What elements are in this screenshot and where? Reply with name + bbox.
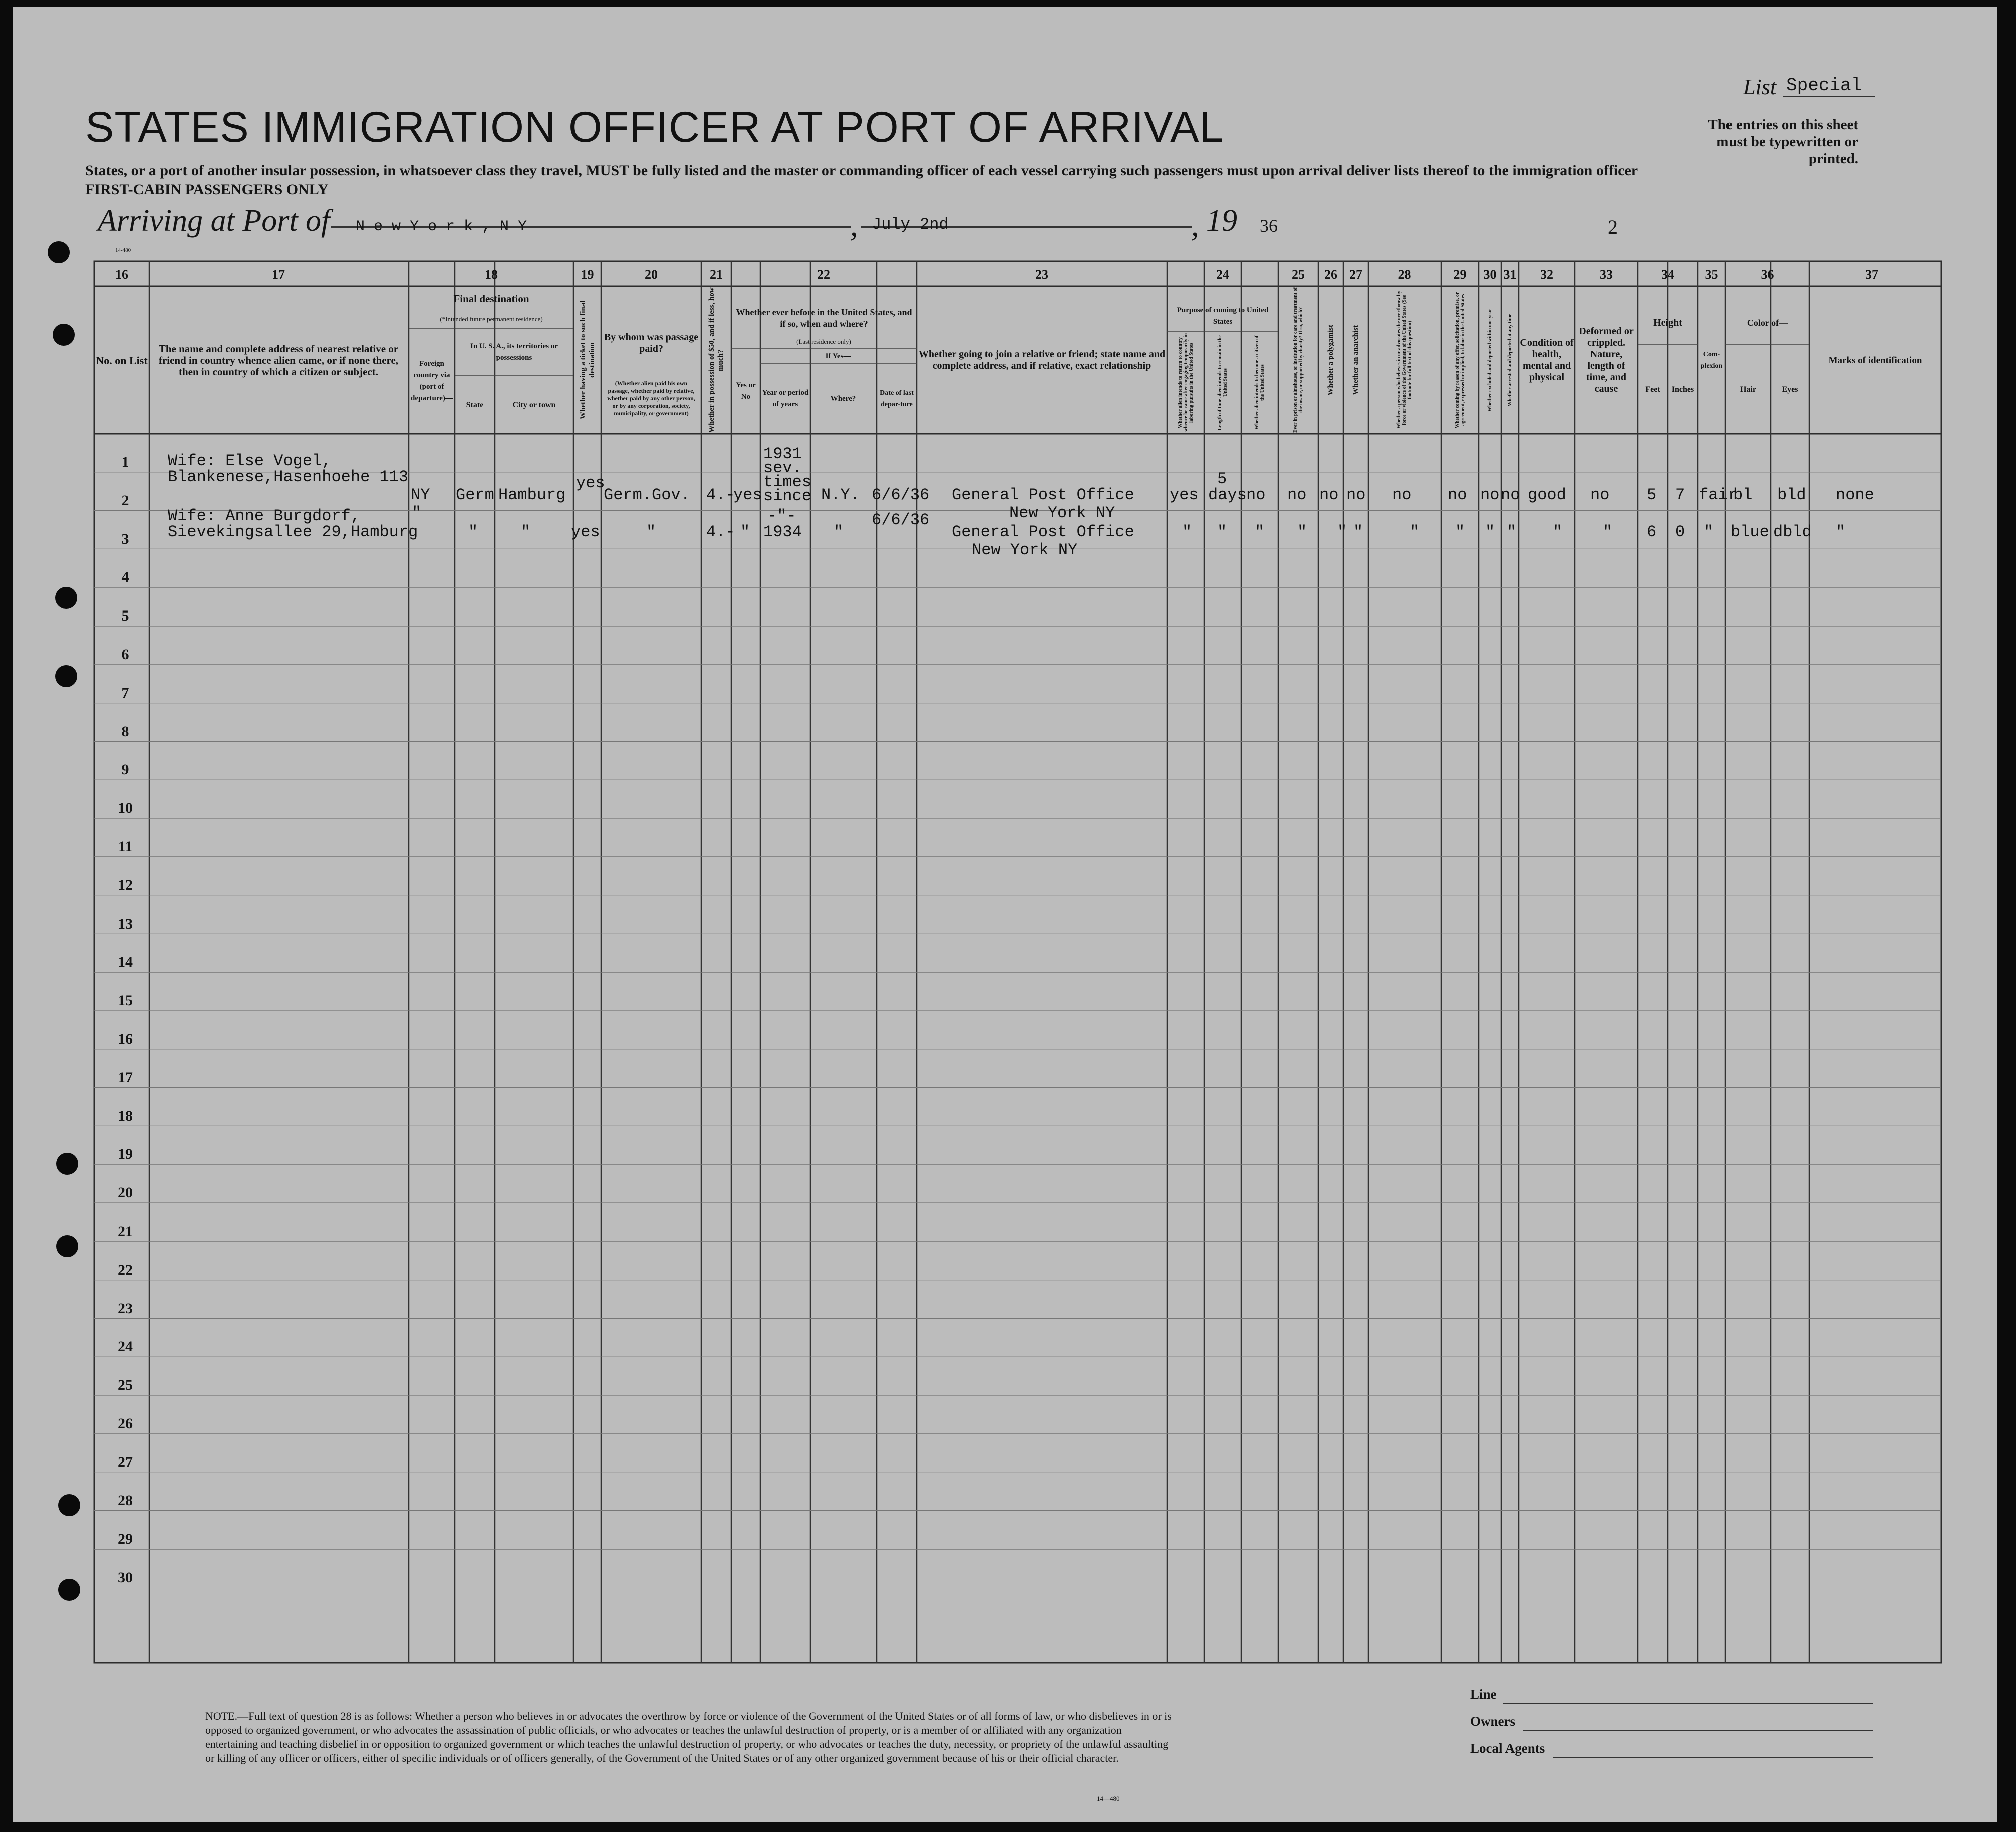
foreign-country: "	[412, 504, 422, 522]
column-number: 17	[272, 267, 285, 282]
marks: none	[1836, 486, 1874, 504]
row-number: 12	[118, 876, 133, 893]
anarchist: "	[1353, 523, 1363, 541]
owners-signature-line	[1523, 1730, 1873, 1731]
row-number: 16	[118, 1031, 133, 1047]
row-number: 1	[121, 454, 129, 470]
purpose-citizen: no	[1246, 486, 1266, 504]
relative-name: Wife: Anne Burgdorf,	[168, 507, 361, 525]
column-number: 36	[1761, 267, 1774, 282]
header-purpose-return: Whether alien intends to return to country whence he came after engaging temporarily in laboring pursuits in the United States	[1177, 333, 1194, 432]
before-yes-no: "	[740, 523, 750, 541]
deformed: no	[1590, 486, 1610, 504]
offer: "	[1455, 523, 1465, 541]
form-code: 14-480	[115, 247, 131, 253]
header-purpose-citizen: Whether alien intends to become a citizen of the United States	[1254, 335, 1265, 430]
eye-color: bld	[1777, 486, 1806, 504]
row-number: 13	[118, 915, 133, 932]
year-period: since	[763, 487, 812, 505]
intro-line-1: States, or a port of another insular possession, in whatsoever class they travel, MUST be fully listed and the master or commanding officer of each vessel carrying such passengers must upon arrival deliver lists thereof to the immigration officer	[85, 162, 1638, 179]
passage-paid-by: "	[646, 523, 656, 541]
ticket: yes	[571, 523, 600, 541]
question-28-note: NOTE.—Full text of question 28 is as follows: Whether a person who believes in or advocates the overthrow by force or violence of the Government of the United States or of all forms of law, or who disbelieves in or is opposed to organized government, or who advocates the assassination of public officials, or who advocates or teaches the unlawful destruction of property, or is a member of or affiliated with any organization entertaining and teaching disbelief in or opposition to organized government or which teaches the unlawful destruction of property, or who advocates or teaches the duty, necessity, or propriety of the unlawful assaulting or killing of any officer or officers, either of specific individuals or of officers generally, of the Government of the United States or of any other organized government because of his or their official character.	[205, 1710, 1172, 1764]
purpose-return: yes	[1170, 486, 1199, 504]
header-height: Height	[1653, 317, 1682, 328]
port-value: N e w Y o r k , N Y	[356, 218, 527, 235]
row-number: 2	[121, 492, 129, 509]
header-prison: Ever in prison or almshouse, or institution for care and treatment of the insane, or supported by charity? If so, which?	[1293, 287, 1304, 433]
join-relative: General Post Office	[952, 486, 1134, 504]
arrested: no	[1501, 486, 1520, 504]
anarchist: no	[1346, 486, 1366, 504]
page-number: 2	[1608, 216, 1618, 238]
column-number: 37	[1865, 267, 1878, 282]
height-feet: 5	[1647, 486, 1657, 504]
relative-address: Blankenese,Hasenhoehe 113	[168, 468, 409, 486]
header-yes-no: Yes or No	[736, 381, 756, 401]
foreign-country: NY	[411, 486, 430, 504]
line-signature-line	[1503, 1703, 1873, 1704]
row-number: 27	[118, 1453, 133, 1470]
row-number: 21	[118, 1223, 133, 1240]
row-number: 9	[121, 761, 129, 778]
comma: ,	[850, 209, 858, 243]
header-nearest-relative: The name and complete address of nearest relative or friend in country whence alien came, or if none there, then in country of which a citizen or subject.	[158, 342, 399, 378]
complexion: fair	[1699, 486, 1738, 504]
local-agents-label: Local Agents	[1470, 1741, 1545, 1756]
overthrow: no	[1392, 486, 1412, 504]
column-number: 31	[1503, 267, 1517, 282]
intro-line-2: FIRST-CABIN PASSENGERS ONLY	[85, 181, 329, 198]
header-purpose-length: Length of time alien intends to remain in the United States	[1217, 335, 1228, 430]
row-number: 24	[118, 1338, 133, 1355]
year-period: times	[763, 473, 812, 491]
money: 4.-	[706, 523, 735, 541]
column-number: 27	[1349, 267, 1362, 282]
column-number: 16	[115, 267, 128, 282]
row-number: 17	[118, 1069, 133, 1086]
money: 4.-	[706, 486, 735, 504]
marks: "	[1836, 523, 1846, 541]
row-number: 15	[118, 992, 133, 1009]
column-number: 19	[581, 267, 594, 282]
join-relative-address: New York NY	[1009, 504, 1115, 522]
column-number: 23	[1035, 267, 1048, 282]
last-departure: 6/6/36	[872, 486, 930, 504]
column-number: 28	[1398, 267, 1411, 282]
row-number: 6	[121, 646, 129, 663]
row-number: 30	[118, 1569, 133, 1586]
header-deformed: Deformed or crippled. Nature, length of time, and cause	[1579, 326, 1634, 394]
column-number: 32	[1540, 267, 1553, 282]
row-number: 5	[121, 607, 129, 625]
header-anarchist: Whether an anarchist	[1352, 325, 1360, 395]
header-polygamist: Whether a polygamist	[1327, 325, 1335, 396]
row-number: 23	[118, 1300, 133, 1317]
destination-city: "	[521, 523, 531, 541]
destination-state: "	[468, 523, 478, 541]
header-year-period: Year or period of years	[762, 389, 809, 408]
excluded: no	[1480, 486, 1500, 504]
header-date-last-departure: Date of last depar-ture	[880, 389, 914, 408]
owners-label: Owners	[1470, 1714, 1515, 1729]
agents-signature-line	[1553, 1757, 1873, 1758]
row-number: 14	[118, 954, 133, 971]
header-ticket: Whether having a ticket to such final destination	[579, 300, 596, 420]
header-health: Condition of health, mental and physical	[1520, 337, 1574, 383]
row-number: 11	[118, 838, 133, 855]
column-number: 21	[710, 267, 723, 282]
year-period: 1934	[763, 523, 802, 541]
purpose-length: "	[1217, 523, 1227, 541]
column-number: 24	[1216, 267, 1229, 282]
header-if-yes: If Yes—	[825, 352, 851, 360]
header-color: Color of—	[1747, 317, 1788, 328]
row-number: 3	[121, 530, 129, 547]
where: "	[834, 523, 844, 541]
year-period: sev.	[763, 459, 802, 477]
column-number: 30	[1483, 267, 1497, 282]
form-title: STATES IMMIGRATION OFFICER AT PORT OF ARRIVAL	[85, 103, 1224, 151]
header-hair: Hair	[1740, 385, 1756, 394]
header-city: City or town	[512, 400, 556, 409]
row-number: 26	[118, 1415, 133, 1432]
comma: ,	[1191, 209, 1199, 243]
column-number: 26	[1324, 267, 1337, 282]
relative-name: Wife: Else Vogel,	[168, 452, 332, 470]
header-before-in-us-sub: (Last residence only)	[796, 337, 851, 345]
row-number: 20	[118, 1184, 133, 1201]
header-offer: Whether coming by reason of any offer, solicitation, promise, or agreement, expressed or implied, to labor in the United States	[1454, 292, 1466, 428]
column-number: 35	[1705, 267, 1718, 282]
arriving-label: Arriving at Port of	[98, 204, 330, 238]
offer: no	[1448, 486, 1467, 504]
arrival-date: July 2nd	[872, 215, 949, 234]
height-inches: 7	[1675, 486, 1685, 504]
header-passage-paid: By whom was passage paid?	[604, 332, 699, 354]
header-complexion: Com-plexion	[1700, 351, 1723, 370]
arrested: "	[1507, 523, 1517, 541]
before-yes-no: yes	[733, 486, 762, 504]
join-relative: General Post Office	[952, 523, 1134, 541]
ticket: yes	[576, 474, 605, 492]
header-no-on-list: No. on List	[96, 354, 148, 367]
prison: "	[1297, 523, 1307, 541]
polygamist: "	[1337, 523, 1347, 541]
column-number: 20	[645, 267, 658, 282]
row-number: 19	[118, 1146, 133, 1163]
column-number: 25	[1292, 267, 1305, 282]
year-prefix: 19	[1206, 204, 1237, 238]
row-number: 29	[118, 1531, 133, 1548]
excluded: "	[1485, 523, 1495, 541]
header-passage-paid-sub: (Whether alien paid his own passage, whether paid by relative, whether paid by any other person, or by any corporation, society, municipality, or government)	[607, 379, 695, 417]
row-number: 25	[118, 1377, 133, 1394]
header-join-relative: Whether going to join a relative or friend; state name and complete address, and if relative, exact relationship	[918, 349, 1166, 371]
header-before-in-us: Whether ever before in the United States, and if so, when and where?	[736, 307, 912, 329]
list-label: List	[1743, 75, 1777, 99]
row-number: 8	[121, 723, 129, 740]
join-relative-address: New York NY	[972, 541, 1078, 559]
header-marks: Marks of identification	[1828, 355, 1922, 366]
bottom-form-code: 14—480	[1097, 1795, 1120, 1802]
header-eyes: Eyes	[1782, 385, 1798, 394]
purpose-citizen: "	[1255, 523, 1265, 541]
typewritten-note: The entries on this sheet must be typewritten or printed.	[1708, 117, 1858, 167]
header-final-destination-sub: (*Intended future permanent residence)	[440, 315, 543, 323]
column-number: 33	[1600, 267, 1613, 282]
polygamist: no	[1319, 486, 1339, 504]
header-state: State	[466, 400, 484, 409]
header-inches: Inches	[1671, 385, 1694, 394]
column-number: 29	[1453, 267, 1467, 282]
row-number: 18	[118, 1107, 133, 1124]
health: good	[1528, 486, 1566, 504]
where: N.Y.	[821, 486, 860, 504]
relative-address: Sievekingsallee 29,Hamburg	[168, 523, 418, 541]
row-number: 10	[118, 800, 133, 817]
header-excluded: Whether excluded and deported within one year	[1487, 309, 1493, 412]
hair-color: blue	[1731, 523, 1769, 541]
year-period: 1931	[763, 445, 802, 463]
overthrow: "	[1410, 523, 1420, 541]
purpose-length: 5	[1217, 470, 1227, 488]
column-number: 18	[485, 267, 498, 282]
deformed: "	[1603, 523, 1613, 541]
height-inches: 0	[1675, 523, 1685, 541]
list-value: Special	[1783, 75, 1875, 97]
column-number: 22	[817, 267, 830, 282]
header-in-usa: In U. S. A., its territories or possessions	[470, 342, 558, 362]
eye-color: dbld	[1773, 523, 1812, 541]
line-label: Line	[1470, 1687, 1497, 1702]
destination-state: Germ	[456, 486, 494, 504]
column-number: 34	[1661, 267, 1674, 282]
passage-paid-by: Germ.Gov.	[604, 486, 690, 504]
year-suffix: 36	[1260, 216, 1278, 236]
row-number: 22	[118, 1261, 133, 1278]
header-foreign-country: Foreign country via (port of departure)—	[411, 359, 453, 402]
header-purpose: Purpose of coming to United States	[1177, 306, 1269, 326]
height-feet: 6	[1647, 523, 1657, 541]
destination-city: Hamburg	[498, 486, 566, 504]
row-number: 7	[121, 684, 129, 701]
header-arrested: Whether arrested and deported at any time	[1507, 314, 1513, 407]
last-departure: 6/6/36	[872, 511, 930, 529]
purpose-length: days	[1208, 486, 1247, 504]
prison: no	[1287, 486, 1307, 504]
header-where: Where?	[830, 394, 856, 403]
purpose-return: "	[1182, 523, 1192, 541]
complexion: "	[1704, 523, 1714, 541]
header-fifty-dollars: Whether in possession of $50, and if less, how much?	[708, 287, 725, 433]
row-number: 28	[118, 1492, 133, 1509]
health: "	[1553, 523, 1563, 541]
header-feet: Feet	[1645, 385, 1660, 394]
row-number: 4	[121, 569, 129, 586]
hair-color: bl	[1733, 486, 1753, 504]
header-overthrow: Whether a person who believes in or advocates the overthrow by force or violence of the Government of the United States (See footnote for full text of this question)	[1396, 291, 1413, 429]
year-period: -"-	[767, 507, 796, 525]
header-final-destination: Final destination	[453, 292, 529, 305]
